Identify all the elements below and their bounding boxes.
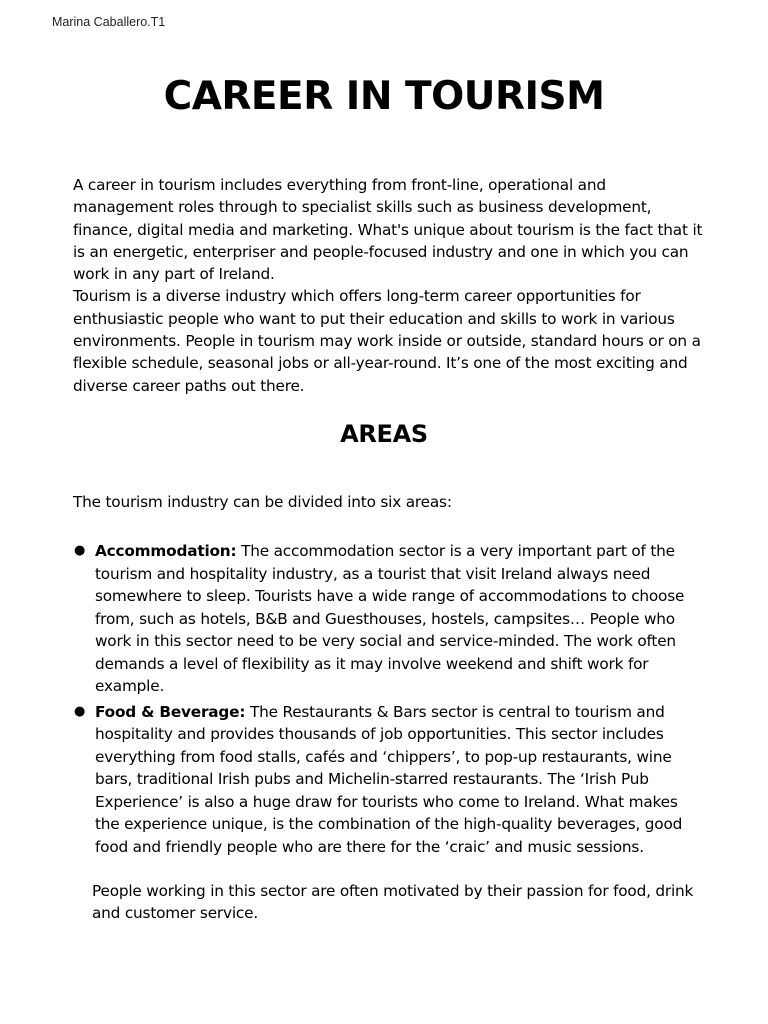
area-name: Accommodation: [95, 542, 237, 560]
areas-intro: The tourism industry can be divided into six areas: [73, 493, 452, 511]
intro-section [73, 174, 703, 397]
document-author: Marina Caballero.T1 [52, 15, 166, 29]
food-beverage-extra-paragraph: People working in this sector are often motivated by their passion for food, drink and customer service. [92, 882, 694, 923]
list-item-accommodation [74, 540, 705, 698]
intro-paragraph-1: A career in tourism includes everything from front-line, operational and management roles through to specialist skills such as business development, finance, digital media and marketing. What's unique about tourism is the fact that it is an energetic, enterpriser and people-focused industry and one in which you can work in any part of Ireland. [73, 176, 703, 284]
areas-heading: AREAS [340, 420, 428, 448]
list-item-food-beverage [74, 701, 705, 859]
area-description: The Restaurants & Bars sector is central to tourism and hospitality and provides thousands of job opportunities. This sector includes everything from food stalls, cafés and ‘chippers’, to pop-up restaurants, wine bars, traditional Irish pubs and Michelin-starred restaurants. The ‘Irish Pub Experience’ is also a huge draw for tourists who come to Ireland. What makes the experience unique, is the combination of the high-quality beverages, good food and friendly people who are there for the ‘craic’ and music sessions. [95, 702, 683, 856]
area-name: Food & Beverage: [95, 702, 246, 721]
intro-paragraph-2: Tourism is a diverse industry which offers long-term career opportunities for enthusiastic people who want to put their education and skills to work in various environments. People in tourism may work inside or outside, standard hours or on a flexible schedule, seasonal jobs or all-year-round. It’s one of the most exciting and diverse career paths out there. [73, 287, 701, 395]
bullet-icon: ● [74, 703, 86, 719]
page-title: CAREER IN TOURISM [163, 74, 605, 119]
areas-list [74, 540, 705, 861]
area-description: The accommodation sector is a very important part of the tourism and hospitality industry, as a tourist that visit Ireland always need somewhere to sleep. Tourists have a wide range of accommodations to choose from, such as hotels, B&B and Guesthouses, hostels, campsites… People who work in this sector need to be very social and service-minded. The work often demands a level of flexibility as it may involve weekend and shift work for example. [95, 542, 685, 695]
bullet-icon: ● [74, 543, 86, 558]
